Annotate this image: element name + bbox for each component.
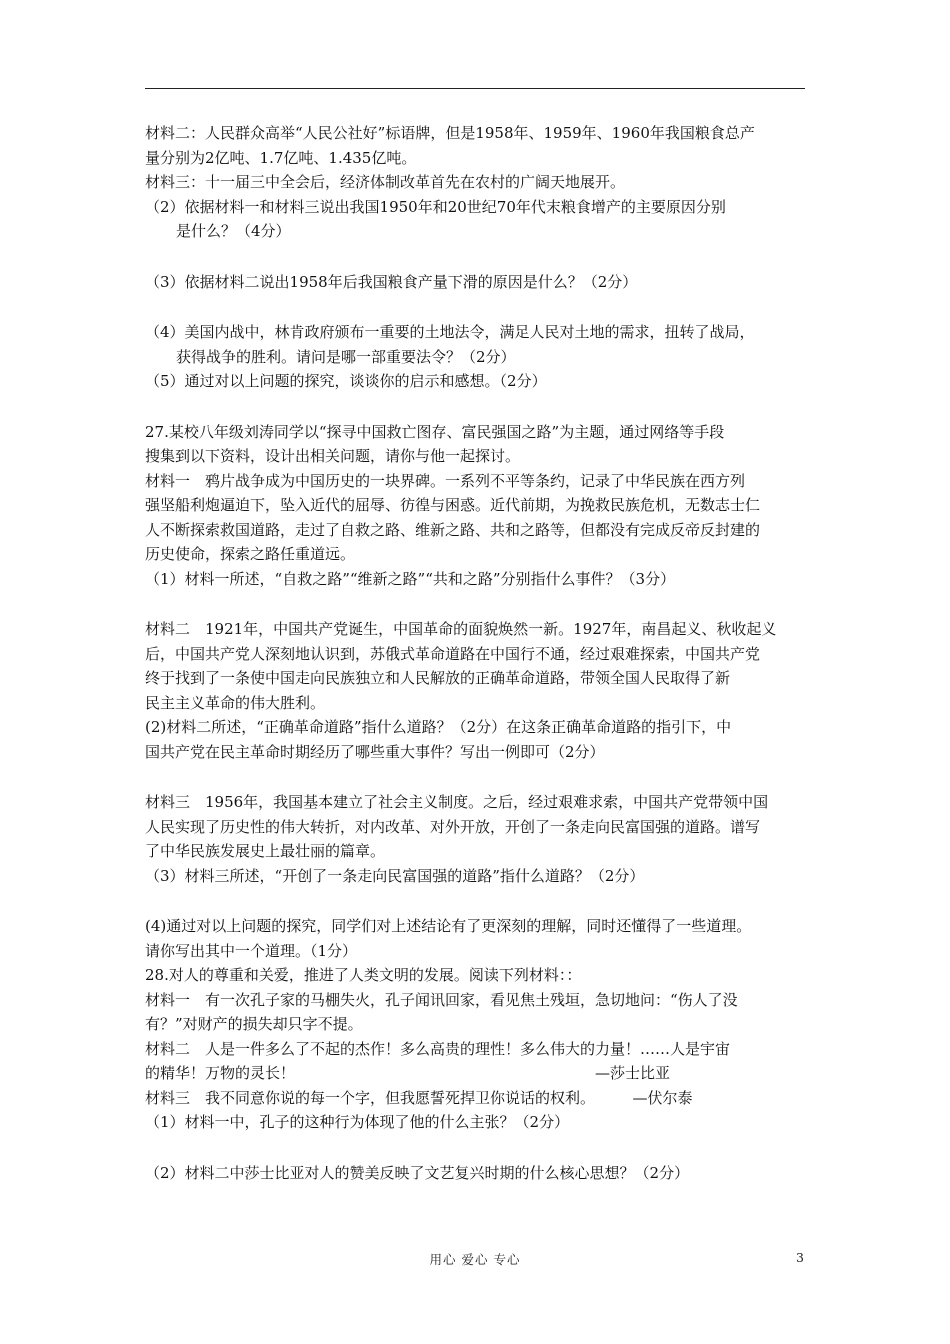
text-line: 终于找到了一条使中国走向民族独立和人民解放的正确革命道路，带领全国人民取得了新	[145, 669, 731, 687]
text-line: 后，中国共产党人深刻地认识到，苏俄式革命道路在中国行不通，经过艰难探索，中国共产党	[145, 644, 761, 663]
footer-slogan: 用心 爱心 专心	[429, 1252, 521, 1267]
question-line: （2）依据材料一和材料三说出我国1950年和20世纪70年代末粮食增产的主要原因分别	[145, 197, 726, 216]
text-line: 民主主义革命的伟大胜利。	[145, 693, 326, 712]
question-line: （3）材料三所述，“开创了一条走向民富国强的道路”指什么道路？（2分）	[145, 866, 645, 885]
text-line: 搜集到以下资料，设计出相关问题，请你与他一起探讨。	[145, 447, 521, 465]
text-line: 材料二 人是一件多么了不起的杰作！多么高贵的理性！多么伟大的力量！……人是宇宙	[145, 1039, 731, 1058]
text-line: 材料一 鸦片战争成为中国历史的一块界碑。一系列不平等条约，记录了中华民族在西方列	[145, 471, 746, 490]
text-line: 人民实现了历史性的伟大转折，对内改革、对外开放，开创了一条走向民富国强的道路。谱写	[145, 817, 761, 836]
question-line: （3）依据材料二说出1958年后我国粮食产量下滑的原因是什么？（2分）	[145, 272, 638, 291]
text-line: 了中华民族发展史上最壮丽的篇章。	[145, 842, 386, 860]
text-line: 28.对人的尊重和关爱，推进了人类文明的发展。阅读下列材料：：	[145, 966, 582, 984]
question-line: 请你写出其中一个道理。（1分）	[145, 941, 358, 960]
text-line: 强坚船利炮逼迫下，坠入近代的屈辱、彷徨与困惑。近代前期，为挽救民族危机，无数志士仁	[145, 496, 761, 514]
question-line: （4）美国内战中，林肯政府颁布一重要的土地法令，满足人民对土地的需求，扭转了战局，	[145, 323, 755, 341]
text-line: 的精华！万物的灵长！ —莎士比亚	[145, 1064, 671, 1082]
question-line: 国共产党在民主革命时期经历了哪些重大事件？写出一例即可（2分）	[145, 742, 605, 761]
question-line: （1）材料一所述，“自救之路”“维新之路”“共和之路”分别指什么事件？（3分）	[145, 569, 676, 588]
text-line: 材料三 我不同意你说的每一个字，但我愿誓死捍卫你说话的权利。 —伏尔泰	[145, 1088, 693, 1107]
question-line: （1）材料一中，孔子的这种行为体现了他的什么主张？（2分）	[145, 1113, 570, 1131]
question-line: 获得战争的胜利。请问是哪一部重要法令？（2分）	[176, 347, 516, 366]
text-line: 材料三：十一届三中全会后，经济体制改革首先在农村的广阔天地展开。	[145, 173, 626, 191]
text-line: 人不断探索救国道路，走过了自救之路、维新之路、共和之路等，但都没有完成反帝反封建的	[145, 520, 761, 539]
page-number: 3	[796, 1250, 804, 1265]
question-line: 是什么？（4分）	[176, 222, 291, 240]
text-line: 材料二：人民群众高举“人民公社好”标语牌，但是1958年、1959年、1960年我国粮食总产	[145, 124, 755, 142]
text-line: 材料一 有一次孔子家的马棚失火，孔子闻讯回家，看见焦土残垣，急切地问：“伤人了没	[145, 990, 738, 1009]
question-line: （2）材料二中莎士比亚对人的赞美反映了文艺复兴时期的什么核心思想？（2分）	[145, 1163, 690, 1182]
question-line: （5）通过对以上问题的探究，谈谈你的启示和感想。（2分）	[145, 372, 547, 390]
text-line: 有？”对财产的损失却只字不提。	[145, 1015, 363, 1033]
text-line: 量分别为2亿吨、1.7亿吨、1.435亿吨。	[145, 148, 417, 167]
header-rule	[145, 88, 805, 89]
text-line: 历史使命，探索之路任重道远。	[145, 545, 356, 563]
document-body	[145, 121, 810, 1185]
text-line: 材料二 1921年，中国共产党诞生，中国革命的面貌焕然一新。1927年，南昌起义、秋收起义	[145, 620, 777, 638]
text-line: 材料三 1956年，我国基本建立了社会主义制度。之后，经过艰难求索，中国共产党带领中国	[145, 793, 769, 811]
question-line: (2)材料二所述，“正确革命道路”指什么道路？（2分）在这条正确革命道路的指引下，中	[145, 718, 732, 736]
text-line: 27.某校八年级刘涛同学以“探寻中国救亡图存、富民强国之路”为主题，通过网络等手段	[145, 422, 725, 441]
question-line: (4)通过对以上问题的探究，同学们对上述结论有了更深刻的理解，同时还懂得了一些道理。	[145, 917, 752, 935]
